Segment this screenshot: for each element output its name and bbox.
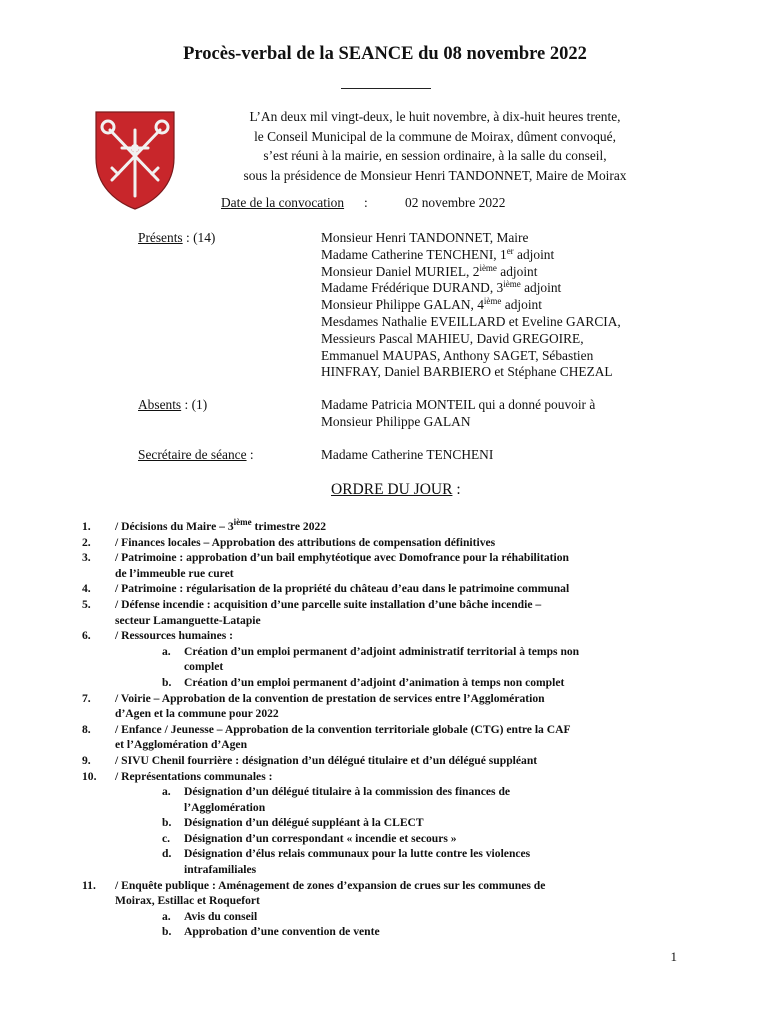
agenda-subitem-text: Désignation d’un correspondant « incendie et secours » [184, 831, 457, 845]
agenda-subitem-text: Désignation d’un délégué suppléant à la CLECT [184, 816, 424, 830]
intro-line: s’est réuni à la mairie, en session ordinaire, à la salle du conseil, [263, 148, 607, 163]
session-intro [200, 107, 670, 185]
agenda-item-number: 4. [82, 582, 91, 596]
title-underline [341, 88, 431, 89]
convocation-separator: : [364, 195, 368, 210]
agenda-item-text: / Ressources humaines : [115, 629, 233, 643]
presents-count: : (14) [186, 230, 216, 245]
attendee-line: Monsieur Daniel MURIEL, 2ième adjoint [321, 262, 538, 279]
agenda-item-continuation: et l’Agglomération d’Agen [115, 738, 248, 752]
agenda-item-text: / Finances locales – Approbation des attributions de compensation définitives [115, 535, 496, 549]
agenda-item-text: / Enfance / Jeunesse – Approbation de la convention territoriale globale (CTG) entre la CAF [115, 722, 571, 736]
attendee-line: Monsieur Philippe GALAN, 4ième adjoint [321, 296, 542, 313]
secretary-heading [138, 447, 254, 463]
presents-heading [138, 230, 215, 246]
agenda-item [82, 628, 702, 644]
agenda-item-text: / Voirie – Approbation de la convention de prestation de services entre l’Agglomération [115, 691, 545, 705]
agenda-item-number: 8. [82, 722, 91, 736]
agenda-item-continuation: Moirax, Estillac et Roquefort [115, 894, 260, 908]
coat-of-arms-icon [92, 108, 178, 212]
intro-line: le Conseil Municipal de la commune de Moirax, dûment convoqué, [254, 128, 616, 144]
agenda-item-number: 1. [82, 520, 91, 533]
secretary-name: Madame Catherine TENCHENI [321, 447, 494, 462]
agenda-subitem-text: Avis du conseil [184, 909, 258, 923]
secretary-separator: : [246, 447, 254, 462]
agenda-item-text: / Enquête publique : Aménagement de zones d’expansion de crues sur les communes de [115, 878, 546, 892]
agenda-subitem-text: Désignation d’élus relais communaux pour la lutte contre les violences [184, 847, 531, 861]
agenda-subitem-continuation: intrafamiliales [184, 863, 257, 877]
agenda-subitem-letter: a. [162, 785, 171, 799]
agenda-item [82, 535, 702, 551]
agenda-subitem [82, 924, 702, 940]
agenda-item [82, 597, 702, 628]
agenda-subitem-text: Création d’un emploi permanent d’adjoint d’animation à temps non complet [184, 675, 565, 689]
agenda-subitem-letter: a. [162, 644, 171, 658]
agenda-subitem [82, 909, 702, 925]
agenda-subitem-text: Désignation d’un délégué titulaire à la commission des finances de [184, 785, 511, 799]
agenda-subitem-text: Création d’un emploi permanent d’adjoint administratif territorial à temps non [184, 644, 580, 658]
agenda-item [82, 722, 702, 753]
agenda-subitem [82, 846, 702, 877]
agenda-item-text: / SIVU Chenil fourrière : désignation d’un délégué titulaire et d’un délégué suppléant [115, 753, 538, 767]
absent-line: Madame Patricia MONTEIL qui a donné pouvoir à [321, 397, 596, 412]
agenda-subitem-text: Approbation d’une convention de vente [184, 925, 380, 939]
attendee-line: Madame Catherine TENCHENI, 1er adjoint [321, 245, 555, 262]
agenda-subitem [82, 675, 702, 691]
agenda-item [82, 769, 702, 785]
page-number: 1 [670, 949, 677, 964]
agenda-item [82, 691, 702, 722]
agenda-subitem [82, 784, 702, 815]
agenda-item-number: 10. [82, 769, 97, 783]
agenda-list [82, 519, 702, 940]
agenda-item-continuation: de l’immeuble rue curet [115, 566, 234, 580]
secretary-label: Secrétaire de séance [138, 447, 247, 462]
agenda-subitem [82, 815, 702, 831]
agenda-item-text: / Patrimoine : approbation d’un bail emphytéotique avec Domofrance pour la réhabilitation [115, 551, 569, 565]
agenda-title: ORDRE DU JOUR [331, 481, 453, 498]
attendee-line: Emmanuel MAUPAS, Anthony SAGET, Sébastien [321, 347, 594, 363]
agenda-item-number: 9. [82, 753, 91, 767]
agenda-subitem-letter: c. [162, 831, 171, 845]
agenda-item-number: 11. [82, 878, 96, 892]
agenda-item-text: / Défense incendie : acquisition d’une parcelle suite installation d’une bâche incendie – [115, 597, 542, 611]
presents-list [321, 230, 701, 381]
agenda-subitem-letter: a. [162, 909, 171, 923]
attendee-line: Madame Frédérique DURAND, 3ième adjoint [321, 279, 562, 296]
agenda-item-text: / Décisions du Maire – 3ième trimestre 2022 [115, 517, 327, 533]
attendee-line: Messieurs Pascal MAHIEU, David GREGOIRE, [321, 330, 584, 346]
agenda-item [82, 550, 702, 581]
intro-line: L’An deux mil vingt-deux, le huit novembre, à dix-huit heures trente, [249, 109, 621, 124]
attendee-line: Mesdames Nathalie EVEILLARD et Eveline GARCIA, [321, 313, 621, 329]
absents-label: Absents [138, 397, 182, 412]
convocation-label: Date de la convocation [221, 195, 345, 210]
absent-line: Monsieur Philippe GALAN [321, 413, 471, 429]
agenda-subitem-letter: b. [162, 675, 172, 689]
presents-label: Présents [138, 230, 183, 245]
agenda-item-number: 5. [82, 597, 91, 611]
agenda-item-number: 7. [82, 691, 91, 705]
agenda-item-continuation: d’Agen et la commune pour 2022 [115, 707, 279, 721]
agenda-item-text: / Représentations communales : [115, 769, 273, 783]
agenda-subitem-letter: b. [162, 925, 172, 939]
agenda-item-text: / Patrimoine : régularisation de la propriété du château d’eau dans le patrimoine communal [115, 582, 570, 596]
absents-list [321, 397, 701, 431]
agenda-heading: ORDRE DU JOUR : [331, 481, 461, 498]
agenda-subitem-continuation: complet [184, 660, 224, 674]
agenda-subitem [82, 644, 702, 675]
absents-heading [138, 397, 207, 413]
agenda-subitem [82, 831, 702, 847]
convocation-date: 02 novembre 2022 [405, 195, 506, 210]
agenda-item-number: 3. [82, 551, 91, 565]
agenda-item-continuation: secteur Lamanguette-Latapie [115, 613, 261, 627]
agenda-subitem-letter: b. [162, 816, 172, 830]
agenda-item [82, 753, 702, 769]
agenda-subitem-letter: d. [162, 847, 172, 861]
agenda-item [82, 878, 702, 909]
absents-count: : (1) [184, 397, 208, 412]
attendee-line: Monsieur Henri TANDONNET, Maire [321, 230, 529, 245]
intro-line: sous la présidence de Monsieur Henri TANDONNET, Maire de Moirax [243, 167, 627, 183]
agenda-item-number: 2. [82, 535, 91, 549]
agenda-item-number: 6. [82, 629, 91, 643]
agenda-item [82, 519, 702, 535]
document-title: Procès-verbal de la SEANCE du 08 novembre 2022 [183, 44, 587, 64]
agenda-subitem-continuation: l’Agglomération [184, 800, 266, 814]
attendee-line: HINFRAY, Daniel BARBIERO et Stéphane CHEZAL [321, 364, 613, 380]
agenda-item [82, 581, 702, 597]
